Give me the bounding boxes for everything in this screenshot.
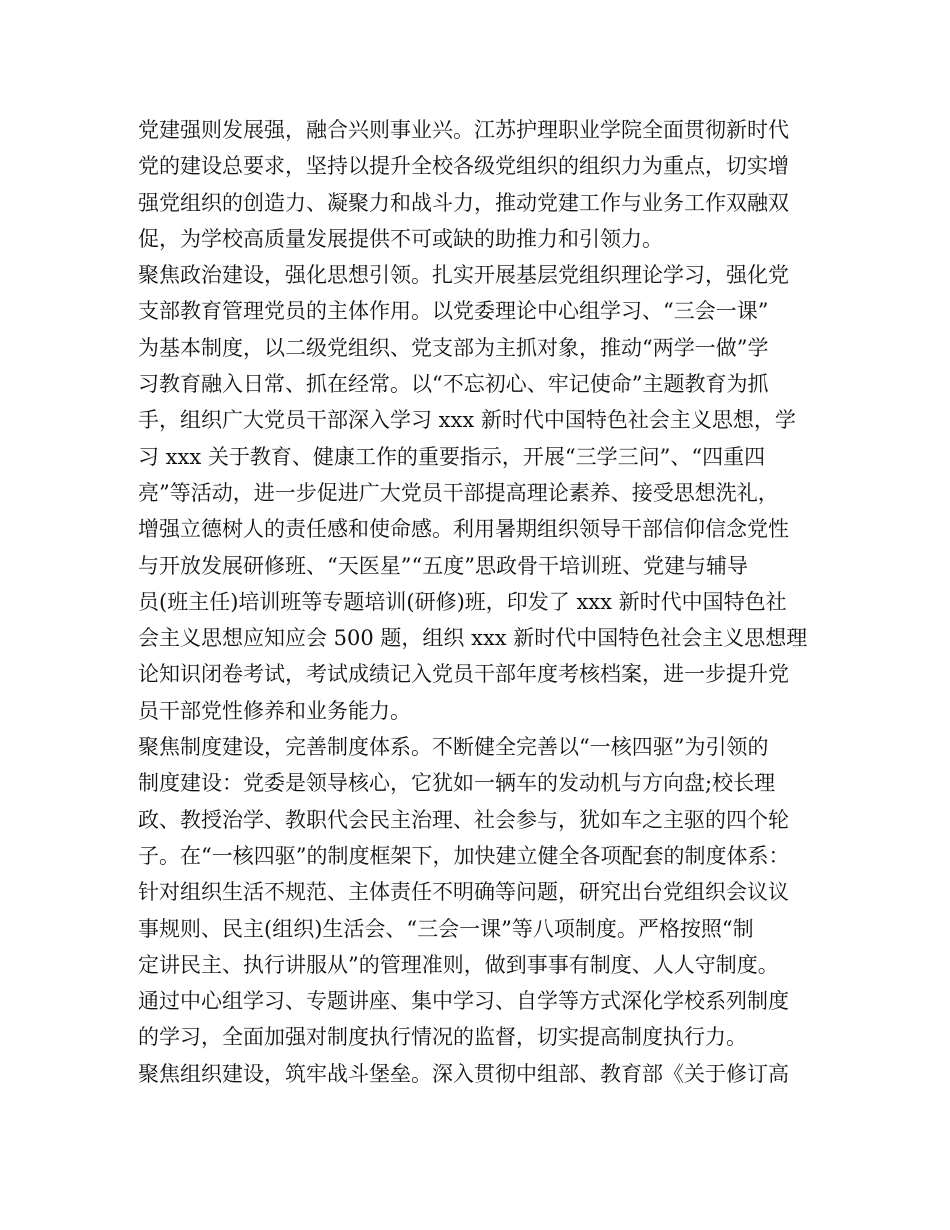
text-line: 员(班主任)培训班等专题培训(研修)班，印发了 xxx 新时代中国特色社 bbox=[138, 589, 787, 614]
text-line: 习教育融入日常、抓在经常。以“不忘初心、牢记使命”主题教育为抓 bbox=[138, 372, 769, 397]
text-line: 聚焦政治建设，强化思想引领。扎实开展基层党组织理论学习，强化党 bbox=[138, 263, 789, 288]
text-line: 事规则、民主(组织)生活会、“三会一课”等八项制度。严格按照“制 bbox=[138, 916, 754, 941]
text-line: 为基本制度，以二级党组织、党支部为主抓对象，推动“两学一做”学 bbox=[138, 335, 769, 360]
text-line: 亮”等活动，进一步促进广大党员干部提高理论素养、接受思想洗礼， bbox=[138, 480, 779, 505]
text-line: 政、教授治学、教职代会民主治理、社会参与，犹如车之主驱的四个轮 bbox=[138, 807, 789, 832]
text-line: 的学习，全面加强对制度执行情况的监督，切实提高制度执行力。 bbox=[138, 1025, 747, 1050]
text-line: 强党组织的创造力、凝聚力和战斗力，推动党建工作与业务工作双融双 bbox=[138, 190, 789, 215]
text-line: 党建强则发展强，融合兴则事业兴。江苏护理职业学院全面贯彻新时代 bbox=[138, 118, 789, 142]
text-line: 会主义思想应知应会 500 题，组织 xxx 新时代中国特色社会主义思想理 bbox=[138, 626, 808, 651]
text-line: 增强立德树人的责任感和使命感。利用暑期组织领导干部信仰信念党性 bbox=[138, 517, 789, 542]
text-line: 党的建设总要求，坚持以提升全校各级党组织的组织力为重点，切实增 bbox=[138, 154, 789, 179]
text-line: 论知识闭卷考试，考试成绩记入党员干部年度考核档案，进一步提升党 bbox=[138, 662, 789, 687]
text-line: 手，组织广大党员干部深入学习 xxx 新时代中国特色社会主义思想，学 bbox=[138, 408, 796, 433]
text-line: 支部教育管理党员的主体作用。以党委理论中心组学习、“三会一课” bbox=[138, 299, 769, 324]
body-text bbox=[138, 112, 818, 1092]
text-line: 促，为学校高质量发展提供不可或缺的助推力和引领力。 bbox=[138, 226, 663, 251]
text-line: 聚焦组织建设，筑牢战斗堡垒。深入贯彻中组部、教育部《关于修订高 bbox=[138, 1061, 789, 1086]
text-line: 习 xxx 关于教育、健康工作的重要指示，开展“三学三问”、“四重四 bbox=[138, 444, 766, 469]
text-line: 员干部党性修养和业务能力。 bbox=[138, 698, 411, 723]
text-line: 通过中心组学习、专题讲座、集中学习、自学等方式深化学校系列制度 bbox=[138, 989, 789, 1014]
text-line: 制度建设：党委是领导核心，它犹如一辆车的发动机与方向盘;校长理 bbox=[138, 771, 776, 796]
text-line: 针对组织生活不规范、主体责任不明确等问题，研究出台党组织会议议 bbox=[138, 880, 789, 905]
text-line: 聚焦制度建设，完善制度体系。不断健全完善以“一核四驱”为引领的 bbox=[138, 735, 769, 760]
text-line: 子。在“一核四驱”的制度框架下，加快建立健全各项配套的制度体系： bbox=[138, 843, 790, 868]
text-line: 与开放发展研修班、“天医星”“五度”思政骨干培训班、党建与辅导 bbox=[138, 553, 748, 578]
text-line: 定讲民主、执行讲服从”的管理准则，做到事事有制度、人人守制度。 bbox=[138, 952, 779, 977]
